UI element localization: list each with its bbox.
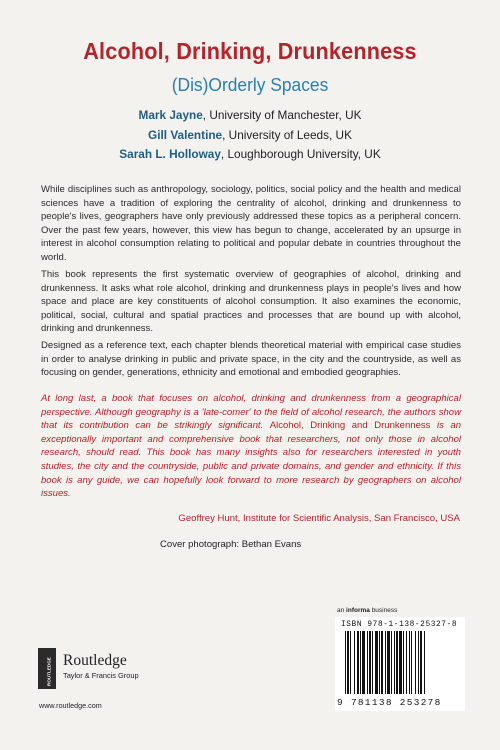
routledge-logo-icon [38, 648, 56, 689]
book-subtitle: (Dis)Orderly Spaces [171, 74, 329, 95]
quote-text: At long last, a book that focuses on alcohol, drinking and drunkenness from a geographical perspective. Although geography is a 'late-comer' to the field of alcohol research, the authors show that its contribution can be strikingly significant. [41, 393, 461, 432]
publisher-name: Routledge [63, 652, 127, 669]
description-paragraph: Designed as a reference text, each chapter blends theoretical material with empirical case studies in order to analyse drinking in public and private space, in the city and the countryside, as well as focusing on gender, generations, ethnicity and emotional and embodied geographies. [41, 340, 461, 379]
author-affiliation: , University of Leeds, UK [222, 127, 352, 142]
barcode-icon [345, 631, 457, 694]
author-affiliation: , Loughborough University, UK [220, 147, 381, 161]
book-title: Alcohol, Drinking, Drunkenness [83, 38, 417, 64]
quote-text: is an exceptionally important and comprehensive book that researchers, not only those in alcohol research, should read. This book has many insights also for researchers interested in youth studies, the city and the countryside, public and private domains, and gender and ethnicity. If this book is any guide, we can hopefully look forward to more research by geographers on alcohol issues. [41, 420, 462, 500]
quote-attribution: Geoffrey Hunt, Institute for Scientific Analysis, San Francisco, USA [178, 513, 460, 524]
author-line [0, 126, 500, 146]
informa-business-tag [337, 607, 397, 614]
author-name: Gill Valentine [148, 127, 223, 142]
logo-vertical-text: ROUTLEDGE [46, 657, 52, 686]
author-line [0, 106, 500, 126]
description-paragraph: This book represents the first systematic overview of geographies of alcohol, drinking and drunkenness. It asks what role alcohol, drinking and drunkenness plays in people's lives and how space and place are key constituents of alcohol consumption. It also examines the economic, political, social, cultural and spatial practices and processes that are bound up with alcohol, drinking and drunkenness. [41, 269, 461, 335]
author-affiliation: , University of Manchester, UK [202, 108, 362, 122]
informa-suffix: business [369, 607, 398, 614]
author-name: Mark Jayne [138, 108, 203, 122]
description-paragraph: While disciplines such as anthropology, sociology, politics, social policy and the health and medical sciences have a tradition of exploring the centrality of alcohol, drinking and drunkenness to people's lives, geographers have only previously addressed these topics as a peripheral concern. Over the past few years, however, this view has begun to change, accelerated by an upsurge in interest in alcohol consumption relating to political and popular debate in countries throughout the world. [41, 184, 461, 263]
quote-book-title: Alcohol, Drinking and Drunkenness [269, 420, 431, 432]
photo-credit: Cover photograph: Bethan Evans [160, 539, 302, 550]
author-name: Sarah L. Holloway [119, 147, 221, 161]
informa-brand: informa [346, 607, 370, 614]
barcode-number: 9 781138 253278 [337, 697, 442, 708]
publisher-url[interactable]: www.routledge.com [39, 701, 102, 710]
publisher-group: Taylor & Francis Group [63, 671, 139, 680]
informa-prefix: an [337, 607, 347, 614]
review-quote [41, 392, 461, 501]
author-line [0, 145, 500, 165]
author-list [0, 106, 500, 165]
isbn-label: ISBN 978-1-138-25327-8 [341, 621, 458, 629]
